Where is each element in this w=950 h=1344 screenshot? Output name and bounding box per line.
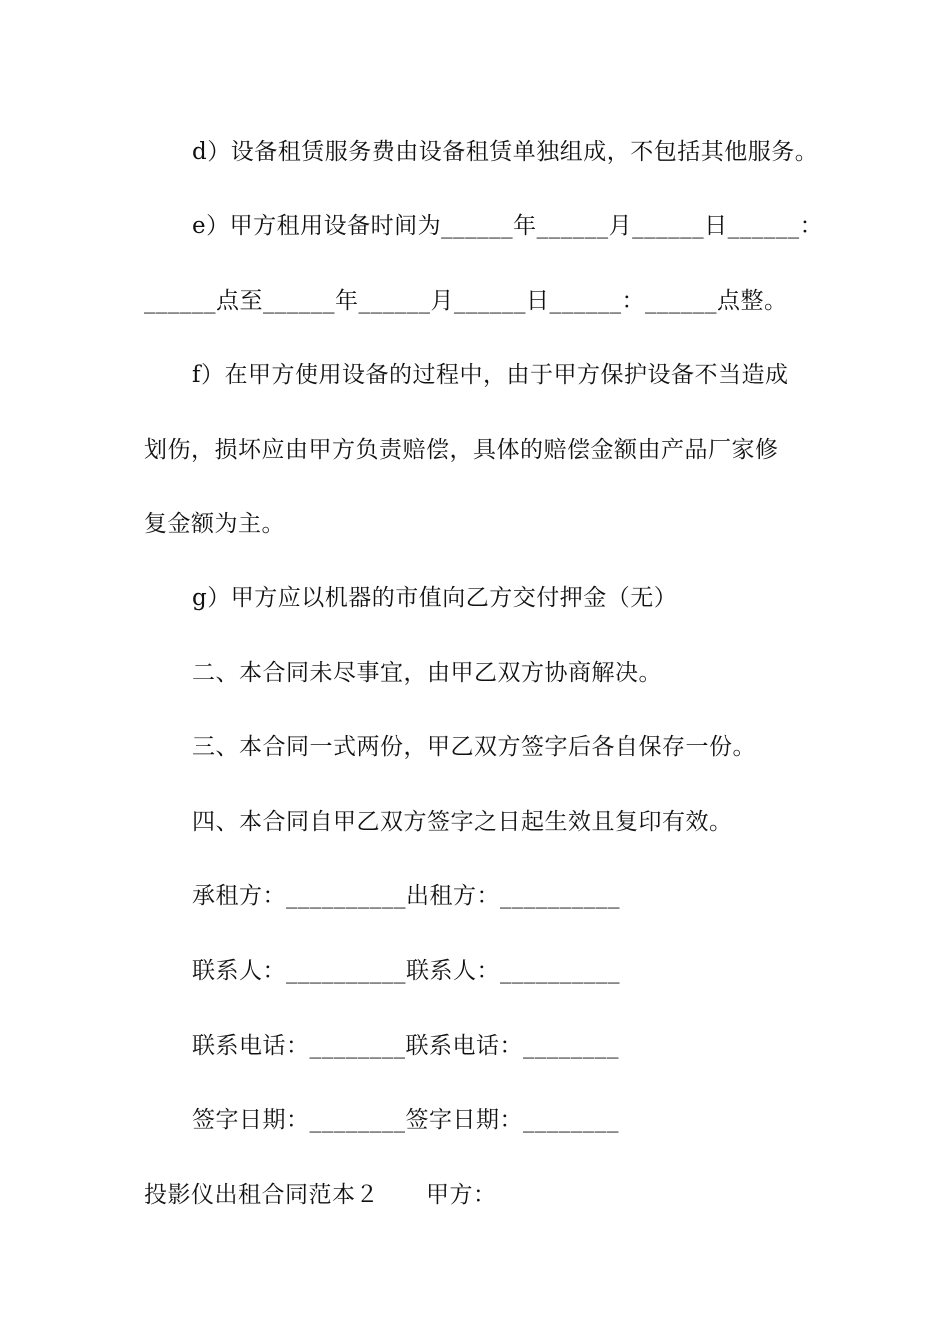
clause-d: d）设备租赁服务费由设备租赁单独组成，不包括其他服务。 [192,139,819,165]
clause-f: f）在甲方使用设备的过程中，由于甲方保护设备不当造成 [192,362,789,388]
article-2: 二、本合同未尽事宜，由甲乙双方协商解决。 [192,660,662,686]
article-3: 三、本合同一式两份，甲乙双方签字后各自保存一份。 [192,734,756,760]
signature-parties: 承租方：__________出租方：__________ [192,883,620,909]
clause-e-continued: ______点至______年______月______日______：______点整。 [144,288,788,314]
clause-f-line-2: 划伤，损坏应由甲方负责赔偿，具体的赔偿金额由产品厂家修 [144,437,779,463]
signature-contacts: 联系人：__________联系人：__________ [192,958,620,984]
signature-dates: 签字日期：________签字日期：________ [192,1107,619,1133]
clause-f-line-3: 复金额为主。 [144,511,285,537]
next-contract-heading: 投影仪出租合同范本２ 甲方： [144,1182,497,1208]
clause-e: e）甲方租用设备时间为______年______月______日______： [192,213,824,239]
clause-g: g）甲方应以机器的市值向乙方交付押金（无） [192,585,678,611]
signature-phones: 联系电话：________联系电话：________ [192,1033,619,1059]
article-4: 四、本合同自甲乙双方签字之日起生效且复印有效。 [192,809,733,835]
